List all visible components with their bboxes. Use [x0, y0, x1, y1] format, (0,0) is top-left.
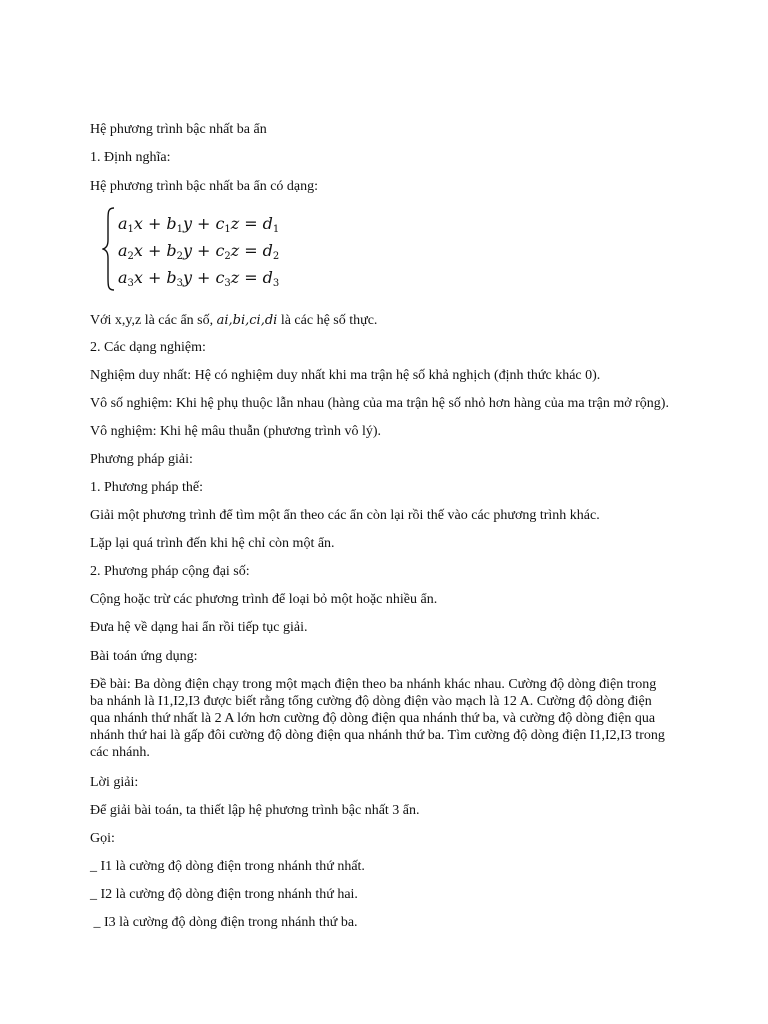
infinite-solutions-text: Vô số nghiệm: Khi hệ phụ thuộc lẫn nhau (hàng của ma trận hệ số nhỏ hơn hàng của ma trận mở rộng). [90, 396, 669, 411]
unique-solution-text: Nghiệm duy nhất: Hệ có nghiệm duy nhất khi ma trận hệ số khả nghịch (định thức khác 0). [90, 368, 601, 383]
solution-heading: Lời giải: [90, 775, 139, 790]
method-substitution-step-2: Lặp lại quá trình đến khi hệ chỉ còn một ẩn. [90, 536, 335, 551]
equation-system [102, 206, 302, 292]
definition-i3: _ I3 là cường độ dòng điện trong nhánh thứ ba. [90, 915, 358, 930]
document-title: Hệ phương trình bậc nhất ba ẩn [90, 122, 267, 137]
let-label: Gọi: [90, 831, 115, 846]
equation-row-2: $a_2x + b_2y + c_2z = d_2$ [118, 241, 280, 262]
method-substitution-heading: 1. Phương pháp thế: [90, 480, 203, 495]
methods-heading: Phương pháp giải: [90, 452, 193, 467]
variables-description [90, 312, 377, 329]
solution-intro: Để giải bài toán, ta thiết lập hệ phương trình bậc nhất 3 ẩn. [90, 803, 420, 818]
no-solution-text: Vô nghiệm: Khi hệ mâu thuẫn (phương trình vô lý). [90, 424, 382, 439]
section-definition-heading: 1. Định nghĩa: [90, 150, 171, 165]
definition-i2: _ I2 là cường độ dòng điện trong nhánh thứ hai. [90, 887, 358, 902]
equation-row-3: $a_3x + b_3y + c_3z = d_3$ [118, 268, 280, 289]
method-substitution-step-1: Giải một phương trình để tìm một ẩn theo các ẩn còn lại rồi thế vào các phương trình khác. [90, 508, 600, 523]
method-elimination-step-1: Cộng hoặc trừ các phương trình để loại bỏ một hoặc nhiều ẩn. [90, 592, 438, 607]
variables-suffix: là các hệ số thực. [277, 313, 378, 328]
application-heading: Bài toán ứng dụng: [90, 649, 198, 664]
variables-prefix: Với x,y,z là các ẩn số, [90, 313, 217, 328]
definition-i1: _ I1 là cường độ dòng điện trong nhánh thứ nhất. [90, 859, 365, 874]
left-brace [102, 206, 116, 292]
equation-row-1: $a_1x + b_1y + c_1z = d_1$ [118, 214, 280, 235]
method-elimination-step-2: Đưa hệ về dạng hai ẩn rồi tiếp tục giải. [90, 620, 308, 635]
method-elimination-heading: 2. Phương pháp cộng đại số: [90, 564, 250, 579]
section-solutions-heading: 2. Các dạng nghiệm: [90, 340, 206, 355]
coefficients-math: ai,bi,ci,di [216, 313, 278, 328]
problem-statement: Đề bài: Ba dòng điện chạy trong một mạch điện theo ba nhánh khác nhau. Cường độ dòng điện trong ba nhánh là I1,I2,I3 được biết rằng tổng cường độ dòng điện vào mạch là 12 A. Cường độ dòng điện qua nhánh thứ nhất là 2 A lớn hơn cường độ dòng điện qua nhánh thứ ba, và cường độ dòng điện qua nhánh thứ hai là gấp đôi cường độ dòng điện qua nhánh thứ ba. Tìm cường độ dòng điện I1,I2,I3 trong các nhánh. [90, 677, 665, 760]
definition-intro: Hệ phương trình bậc nhất ba ẩn có dạng: [90, 179, 319, 194]
